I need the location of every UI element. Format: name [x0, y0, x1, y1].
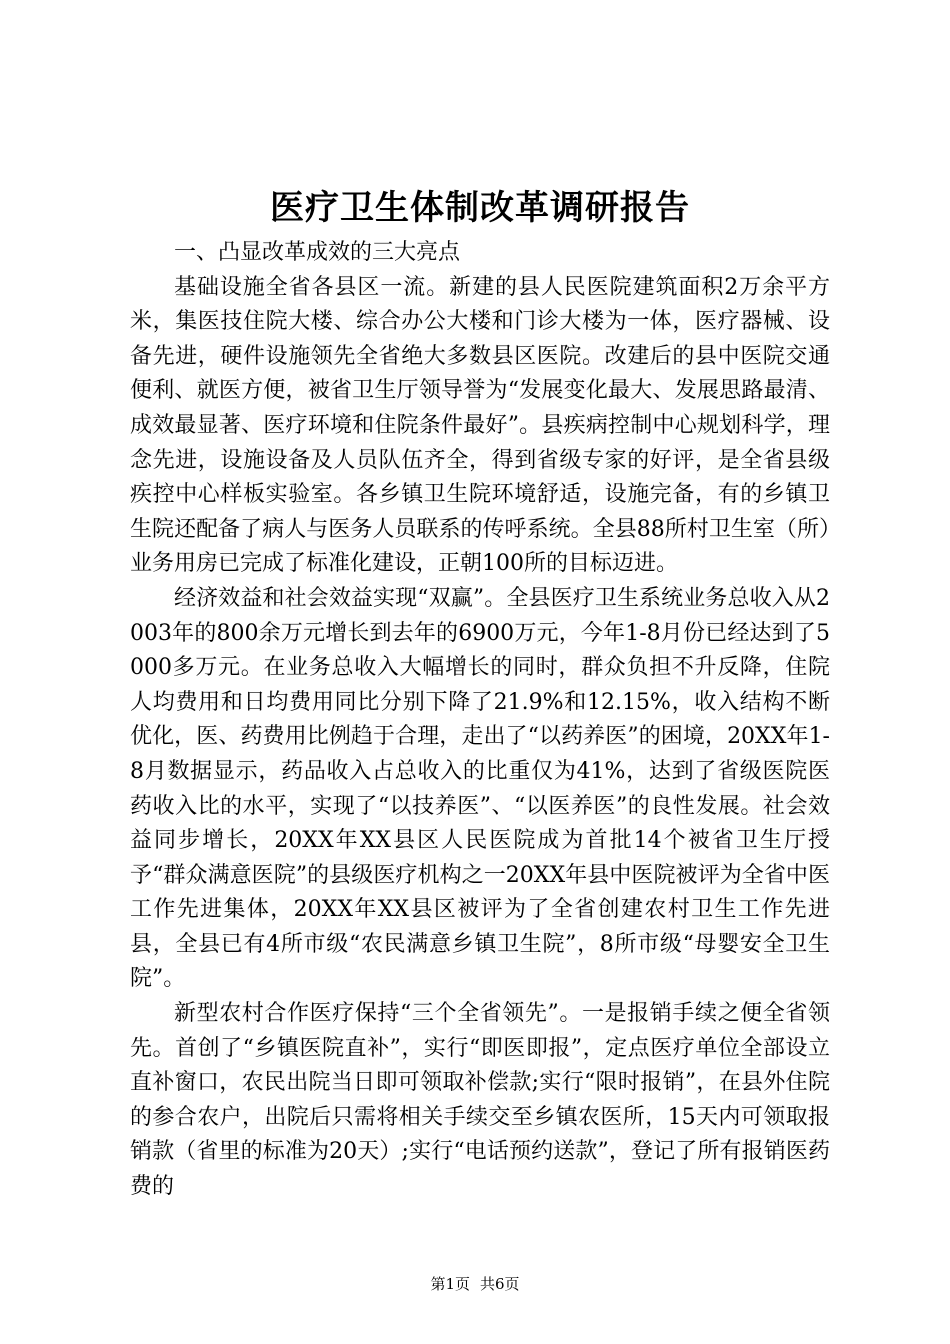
page-footer	[0, 1274, 950, 1294]
document-title: 医疗卫生体制改革调研报告	[270, 188, 690, 228]
section-heading: 一、凸显改革成效的三大亮点	[174, 240, 461, 265]
paragraph-infrastructure: 基础设施全省各县区一流。新建的县人民医院建筑面积2万余平方米，集医技住院大楼、综合办公大楼和门诊大楼为一体，医疗器械、设备先进，硬件设施领先全省绝大多数县区医院。改建后的县中医院交通便利、就医方便，被省卫生厅领导誉为“发展变化最大、发展思路最清、成效最显著、医疗环境和住院条件最好”。县疾病控制中心规划科学，理念先进，设施设备及人员队伍齐全，得到省级专家的好评，是全省县级疾控中心样板实验室。各乡镇卫生院环境舒适，设施完备，有的乡镇卫生院还配备了病人与医务人员联系的传呼系统。全县88所村卫生室（所）业务用房已完成了标准化建设，正朝100所的目标迈进。	[130, 274, 830, 577]
paragraph-cooperative-medical: 新型农村合作医疗保持“三个全省领先”。一是报销手续之便全省领先。首创了“乡镇医院直补”，实行“即医即报”，定点医疗单位全部设立直补窗口，农民出院当日即可领取补偿款;实行“限时报销”，在县外住院的参合农户，出院后只需将相关手续交至乡镇农医所，15天内可领取报销款（省里的标准为20天）;实行“电话预约送款”，登记了所有报销医药费的	[130, 1001, 830, 1200]
page-number: 第1页	[430, 1275, 470, 1293]
page-total: 共6页	[480, 1275, 520, 1293]
document-page	[130, 180, 830, 1205]
paragraph-benefits: 经济效益和社会效益实现“双赢”。全县医疗卫生系统业务总收入从2003年的800余万元增长到去年的6900万元，今年1-8月份已经达到了5000多万元。在业务总收入大幅增长的同时，群众负担不升反降，住院人均费用和日均费用同比分别下降了21.9%和12.15%，收入结构不断优化，医、药费用比例趋于合理，走出了“以药养医”的困境，20XX年1-8月数据显示，药品收入占总收入的比重仅为41%，达到了省级医院医药收入比的水平，实现了“以技养医”、“以医养医”的良性发展。社会效益同步增长，20XX年XX县区人民医院成为首批14个被省卫生厅授予“群众满意医院”的县级医疗机构之一20XX年县中医院被评为全省中医工作先进集体，20XX年XX县区被评为了全省创建农村卫生工作先进县，全县已有4所市级“农民满意乡镇卫生院”，8所市级“母婴安全卫生院”。	[130, 585, 830, 992]
